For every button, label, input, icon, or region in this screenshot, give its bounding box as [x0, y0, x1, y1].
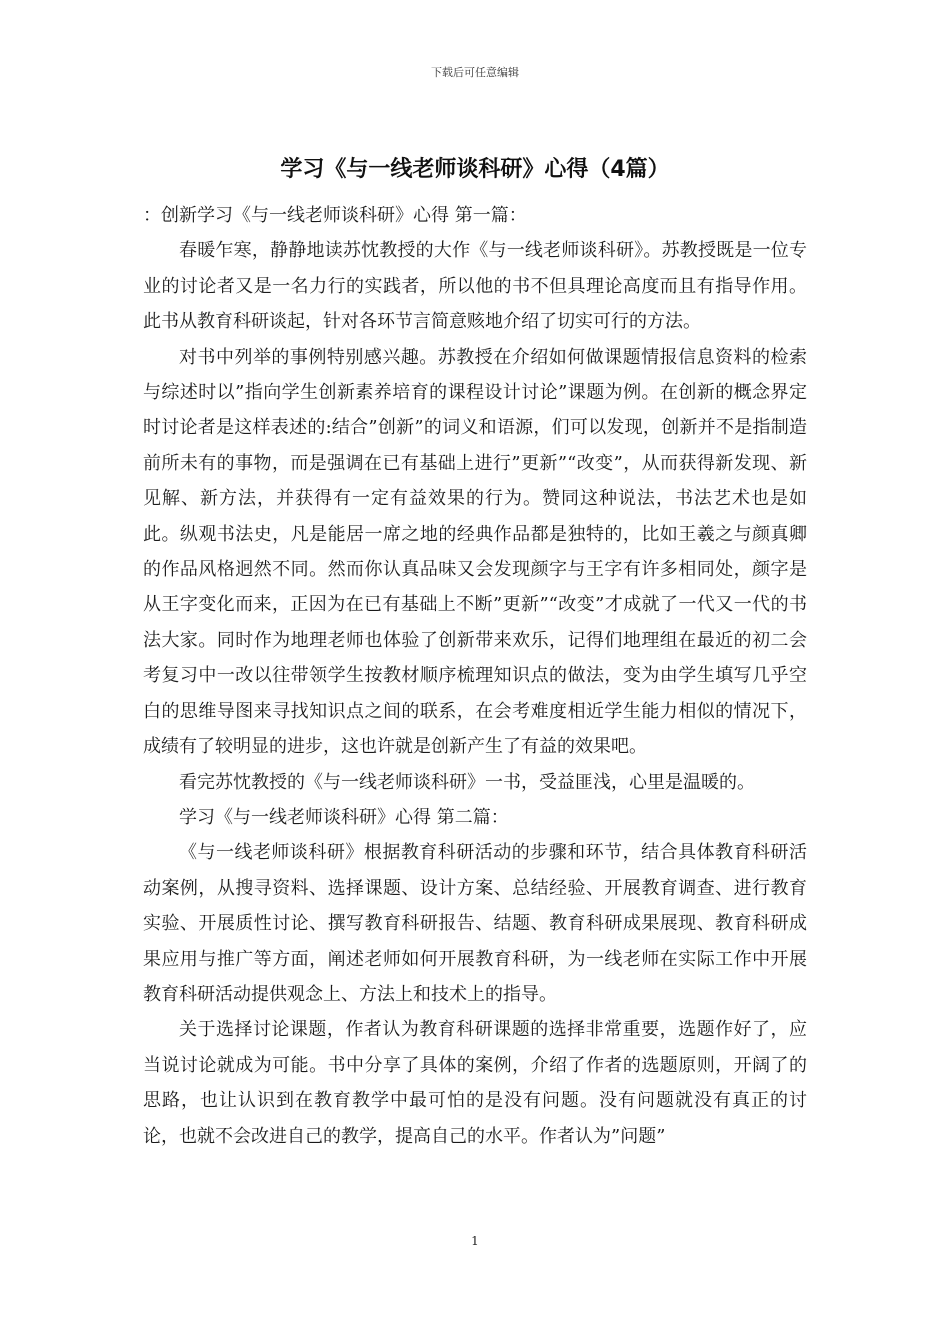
body-paragraph: 关于选择讨论课题，作者认为教育科研课题的选择非常重要，选题作好了，应当说讨论就成为可能。书中分享了具体的案例，介绍了作者的选题原则，开阔了的思路，也让认识到在教育教学中最可怕的是没有问题。没有问题就没有真正的讨论，也就不会改进自己的教学，提高自己的水平。作者认为”问题” — [143, 1019, 807, 1147]
section-heading: 学习《与一线老师谈科研》心得 第二篇： — [179, 806, 509, 828]
page-header: 下载后可任意编辑 — [431, 66, 519, 79]
body-paragraph: 看完苏忱教授的《与一线老师谈科研》一书，受益匪浅，心里是温暖的。 — [179, 771, 755, 793]
body-paragraph: 春暖乍寒，静静地读苏忱教授的大作《与一线老师谈科研》。苏教授既是一位专业的讨论者又是一名力行的实践者，所以他的书不但具理论高度而且有指导作用。此书从教育科研谈起，针对各环节言简意赅地介绍了切实可行的方法。 — [143, 240, 807, 333]
section-intro-line: ：创新学习《与一线老师谈科研》心得 第一篇： — [143, 205, 527, 226]
page-number: 1 — [471, 1234, 479, 1248]
body-paragraph: 对书中列举的事例特别感兴趣。苏教授在介绍如何做课题情报信息资料的检索与综述时以”指向学生创新素养培育的课程设计讨论”课题为例。在创新的概念界定时讨论者是这样表述的:结合”创新”的词义和语源，们可以发现，创新并不是指制造前所未有的事物，而是强调在已有基础上进行”更新”“改变”，从而获得新发现、新见解、新方法，并获得有一定有益效果的行为。赞同这种说法，书法艺术也是如此。纵观书法史，凡是能居一席之地的经典作品都是独特的，比如王羲之与颜真卿的作品风格迥然不同。然而你认真品味又会发现颜字与王字有许多相同处，颜字是从王字变化而来，正因为在已有基础上不断”更新”“改变”才成就了一代又一代的书法大家。同时作为地理老师也体验了创新带来欢乐，记得们地理组在最近的初二会考复习中一改以往带领学生按教材顺序梳理知识点的做法，变为由学生填写几乎空白的思维导图来寻找知识点之间的联系，在会考难度相近学生能力相似的情况下，成绩有了较明显的进步，这也许就是创新产生了有益的效果吧。 — [143, 346, 807, 758]
body-paragraph: 《与一线老师谈科研》根据教育科研活动的步骤和环节，结合具体教育科研活动案例，从搜寻资料、选择课题、设计方案、总结经验、开展教育调查、进行教育实验、开展质性讨论、撰写教育科研报告、结题、教育科研成果展现、教育科研成果应用与推广等方面，阐述老师如何开展教育科研，为一线老师在实际工作中开展教育科研活动提供观念上、方法上和技术上的指导。 — [143, 842, 807, 1005]
document-title: 学习《与一线老师谈科研》心得（4篇） — [280, 157, 670, 182]
document-body — [143, 198, 807, 1154]
